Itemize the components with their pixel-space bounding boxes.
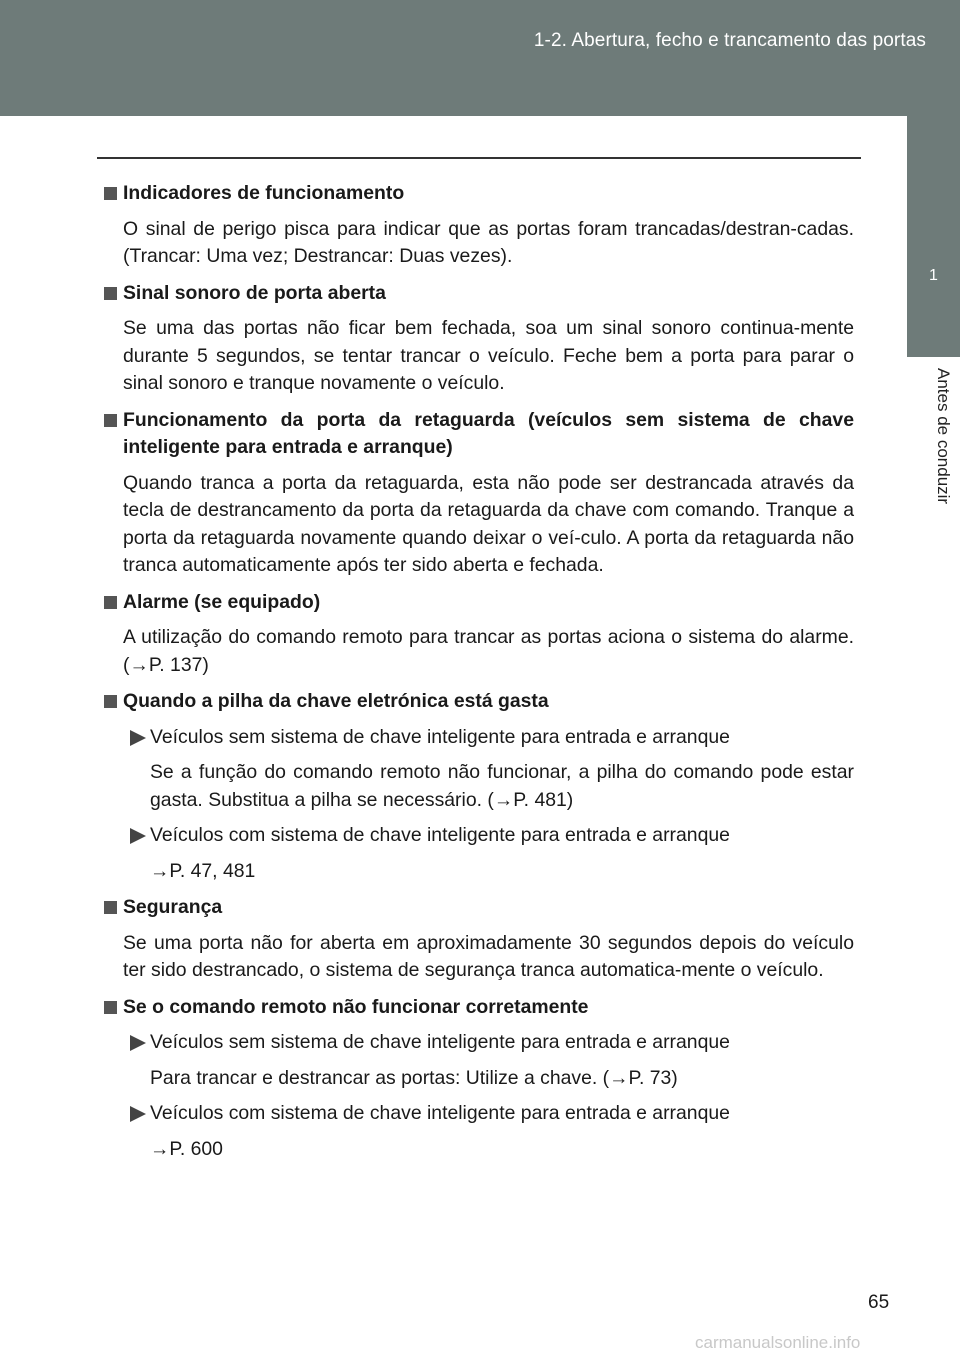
top-divider-rule — [97, 157, 861, 159]
section-porta-retaguarda — [104, 407, 854, 580]
list-item-text: Para trancar e destrancar as portas: Utilize a chave. (→P. 73) — [150, 1066, 678, 1089]
list-item-text: →P. 47, 481 — [150, 859, 256, 882]
section-heading: Segurança — [104, 894, 854, 922]
side-tab-chapter-number: 1 — [907, 195, 960, 357]
square-bullet-icon — [104, 596, 117, 609]
list-item-label: Veículos sem sistema de chave inteligente para entrada e arranque — [150, 725, 730, 748]
section-heading: Se o comando remoto não funcionar corretamente — [104, 994, 854, 1022]
list-item — [130, 724, 854, 752]
section-comando-remoto — [104, 994, 854, 1164]
triangle-bullet-icon — [130, 1035, 146, 1051]
section-alarme — [104, 589, 854, 680]
section-heading: Alarme (se equipado) — [104, 589, 854, 617]
page-content — [104, 180, 854, 1172]
section-sinal-sonoro — [104, 280, 854, 398]
section-heading: Sinal sonoro de porta aberta — [104, 280, 854, 308]
section-paragraph: Se uma porta não for aberta em aproximadamente 30 segundos depois do veículo ter sido destrancado, o sistema de segurança tranca automatica-mente o veículo. — [123, 931, 854, 981]
section-seguranca — [104, 894, 854, 985]
chapter-title: 1-2. Abertura, fecho e trancamento das portas — [533, 30, 926, 51]
triangle-bullet-icon — [130, 1106, 146, 1122]
list-item — [130, 1100, 854, 1128]
square-bullet-icon — [104, 187, 117, 200]
triangle-bullet-icon — [130, 730, 146, 746]
triangle-bullet-icon — [130, 828, 146, 844]
page-number: 65 — [868, 1292, 890, 1313]
square-bullet-icon — [104, 414, 117, 427]
list-item — [130, 1029, 854, 1057]
list-item-label: Veículos com sistema de chave inteligente para entrada e arranque — [150, 1102, 730, 1124]
square-bullet-icon — [104, 901, 117, 914]
chapter-header-bar — [0, 0, 960, 116]
section-indicadores — [104, 180, 854, 271]
section-paragraph: Quando tranca a porta da retaguarda, esta não pode ser destrancada através da tecla de destrancamento da porta da retaguarda da chave com comando. Tranque a porta da retaguarda novamente quando deixar o veí-culo. A porta da retaguarda não tranca automaticamente após ter sido aberta e fechada. — [123, 471, 854, 576]
section-paragraph: O sinal de perigo pisca para indicar que as portas foram trancadas/destran-cadas. (Trancar: Uma vez; Destrancar: Duas vezes). — [123, 217, 854, 267]
section-paragraph: Se uma das portas não ficar bem fechada, soa um sinal sonoro continua-mente durante 5 segundos, se tentar trancar o veículo. Feche bem a porta para parar o sinal sonoro e tranque novamente o veículo. — [123, 317, 854, 394]
list-item-text: Se a função do comando remoto não funcionar, a pilha do comando pode estar gasta. Substitua a pilha se necessário. (→P. 481) — [150, 761, 854, 811]
section-heading: Quando a pilha da chave eletrónica está gasta — [104, 688, 854, 716]
square-bullet-icon — [104, 1001, 117, 1014]
watermark-text: carmanualsonline.info — [695, 1333, 861, 1352]
section-paragraph: A utilização do comando remoto para trancar as portas aciona o sistema do alarme. (→P. 137) — [123, 626, 854, 676]
side-tab-strip — [907, 116, 960, 195]
list-item-text: →P. 600 — [150, 1137, 223, 1160]
section-heading: Funcionamento da porta da retaguarda (veículos sem sistema de chave inteligente para entrada e arranque) — [104, 407, 854, 462]
side-tab-chapter-label: Antes de conduzir — [934, 368, 953, 505]
list-item — [130, 822, 854, 850]
list-item-label: Veículos com sistema de chave inteligente para entrada e arranque — [150, 824, 730, 846]
section-heading: Indicadores de funcionamento — [104, 180, 854, 208]
section-pilha-gasta — [104, 688, 854, 885]
square-bullet-icon — [104, 287, 117, 300]
list-item-label: Veículos sem sistema de chave inteligente para entrada e arranque — [150, 1031, 730, 1053]
square-bullet-icon — [104, 695, 117, 708]
